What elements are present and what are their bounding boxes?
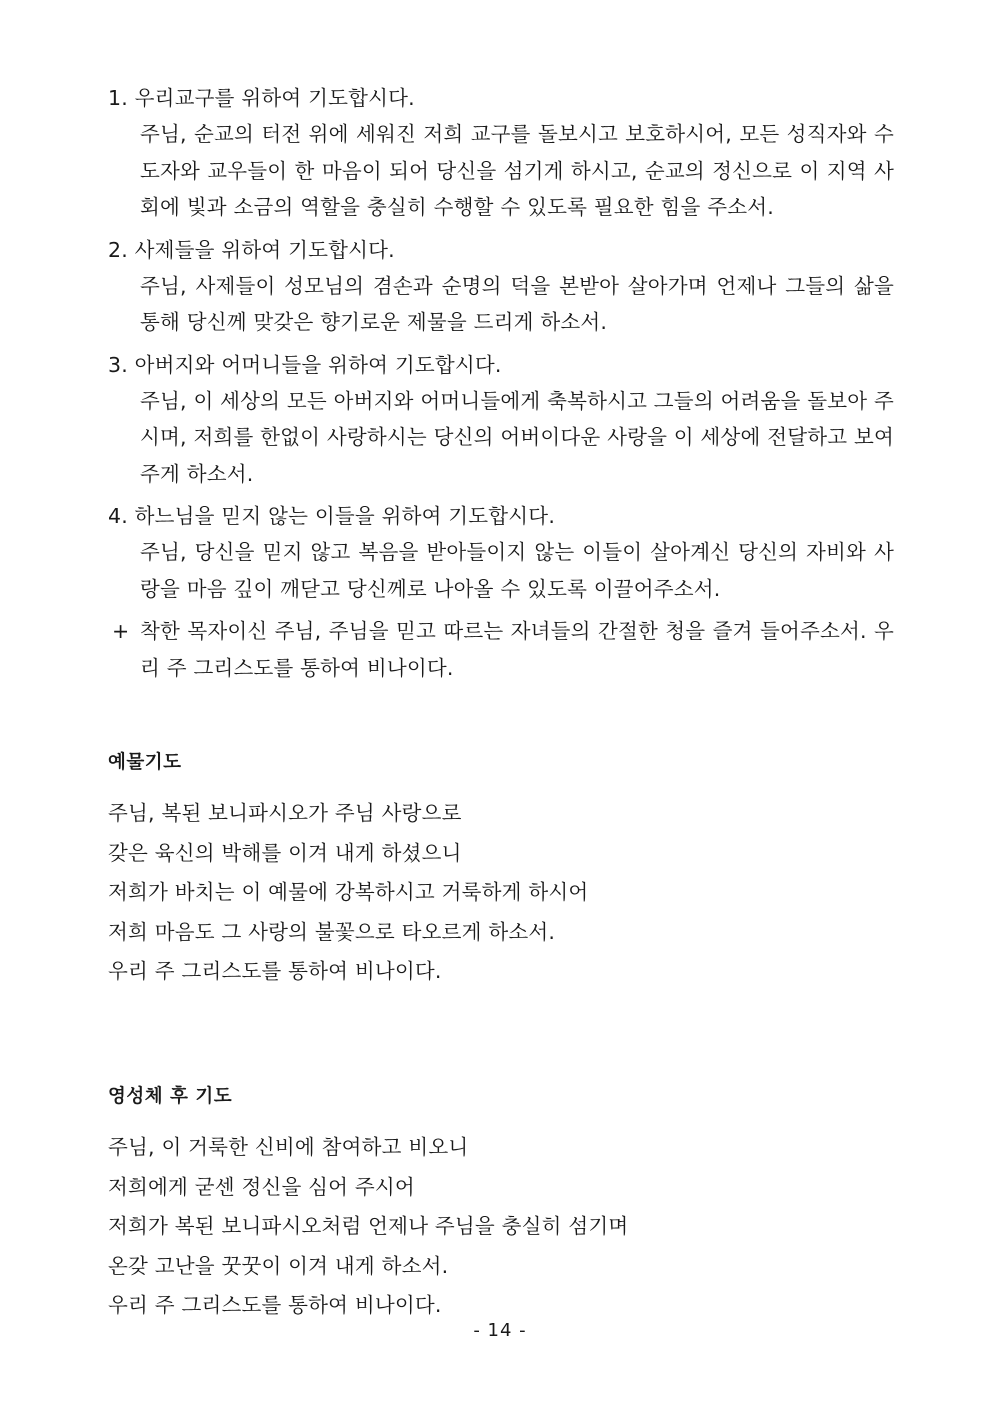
- petition-body: 주님, 이 세상의 모든 아버지와 어머니들에게 축복하시고 그들의 어려움을 돌보아 주시며, 저희를 한없이 사랑하시는 당신의 어버이다운 사랑을 이 세상에 전달하고 보여주게 하소서.: [140, 388, 894, 486]
- offertory-prayer: [108, 794, 588, 992]
- petition-heading: 3. 아버지와 어머니들을 위하여 기도합시다.: [108, 352, 502, 377]
- post-communion-prayer: [108, 1128, 628, 1326]
- prayer-line: 온갖 고난을 꿋꿋이 이겨 내게 하소서.: [108, 1253, 449, 1278]
- communion-title: 영성체 후 기도: [108, 1086, 233, 1107]
- closing-prayer-text: 착한 목자이신 주님, 주님을 믿고 따르는 자녀들의 간절한 청을 즐겨 들어주소서. 우리 주 그리스도를 통하여 비나이다.: [140, 619, 894, 680]
- petition-item: [108, 347, 894, 493]
- petition-body: 주님, 순교의 터전 위에 세워진 저희 교구를 돌보시고 보호하시어, 모든 성직자와 수도자와 교우들이 한 마음이 되어 당신을 섬기게 하시고, 순교의 정신으로 이 지역 사회에 빛과 소금의 역할을 충실히 수행할 수 있도록 필요한 힘을 주소서.: [140, 122, 894, 219]
- offertory-title: 예물기도: [108, 752, 182, 773]
- prayers-of-the-faithful: [108, 80, 894, 686]
- prayer-line: 저희에게 굳센 정신을 심어 주시어: [108, 1174, 415, 1199]
- petition-heading: 4. 하느님을 믿지 않는 이들을 위하여 기도합시다.: [108, 504, 556, 528]
- prayer-line: 저희 마음도 그 사랑의 불꽃으로 타오르게 하소서.: [108, 919, 556, 944]
- prayer-line: 저희가 바치는 이 예물에 강복하시고 거룩하게 하시어: [108, 880, 589, 904]
- petition-item: [108, 498, 894, 607]
- petition-item: [108, 232, 894, 341]
- prayer-line: 저희가 복된 보니파시오처럼 언제나 주님을 충실히 섬기며: [108, 1214, 629, 1238]
- prayer-line: 우리 주 그리스도를 통하여 비나이다.: [108, 959, 442, 983]
- prayer-line: 갖은 육신의 박해를 이겨 내게 하셨으니: [108, 840, 462, 865]
- cross-mark: +: [112, 619, 130, 643]
- petition-body: 주님, 당신을 믿지 않고 복음을 받아들이지 않는 이들이 살아계신 당신의 자비와 사랑을 마음 깊이 깨닫고 당신께로 나아올 수 있도록 이끌어주소서.: [140, 540, 894, 601]
- prayer-line: 주님, 복된 보니파시오가 주님 사랑으로: [108, 801, 462, 825]
- prayer-line: 우리 주 그리스도를 통하여 비나이다.: [108, 1293, 442, 1317]
- page-number: - 14 -: [473, 1320, 527, 1341]
- petition-heading: 2. 사제들을 위하여 기도합시다.: [108, 237, 395, 262]
- petition-item: [108, 80, 894, 226]
- petition-body: 주님, 사제들이 성모님의 겸손과 순명의 덕을 본받아 살아가며 언제나 그들의 삶을 통해 당신께 맞갖은 향기로운 제물을 드리게 하소서.: [140, 273, 894, 334]
- petition-heading: 1. 우리교구를 위하여 기도합시다.: [108, 86, 415, 110]
- prayer-line: 주님, 이 거룩한 신비에 참여하고 비오니: [108, 1135, 469, 1159]
- closing-prayer: [108, 613, 894, 686]
